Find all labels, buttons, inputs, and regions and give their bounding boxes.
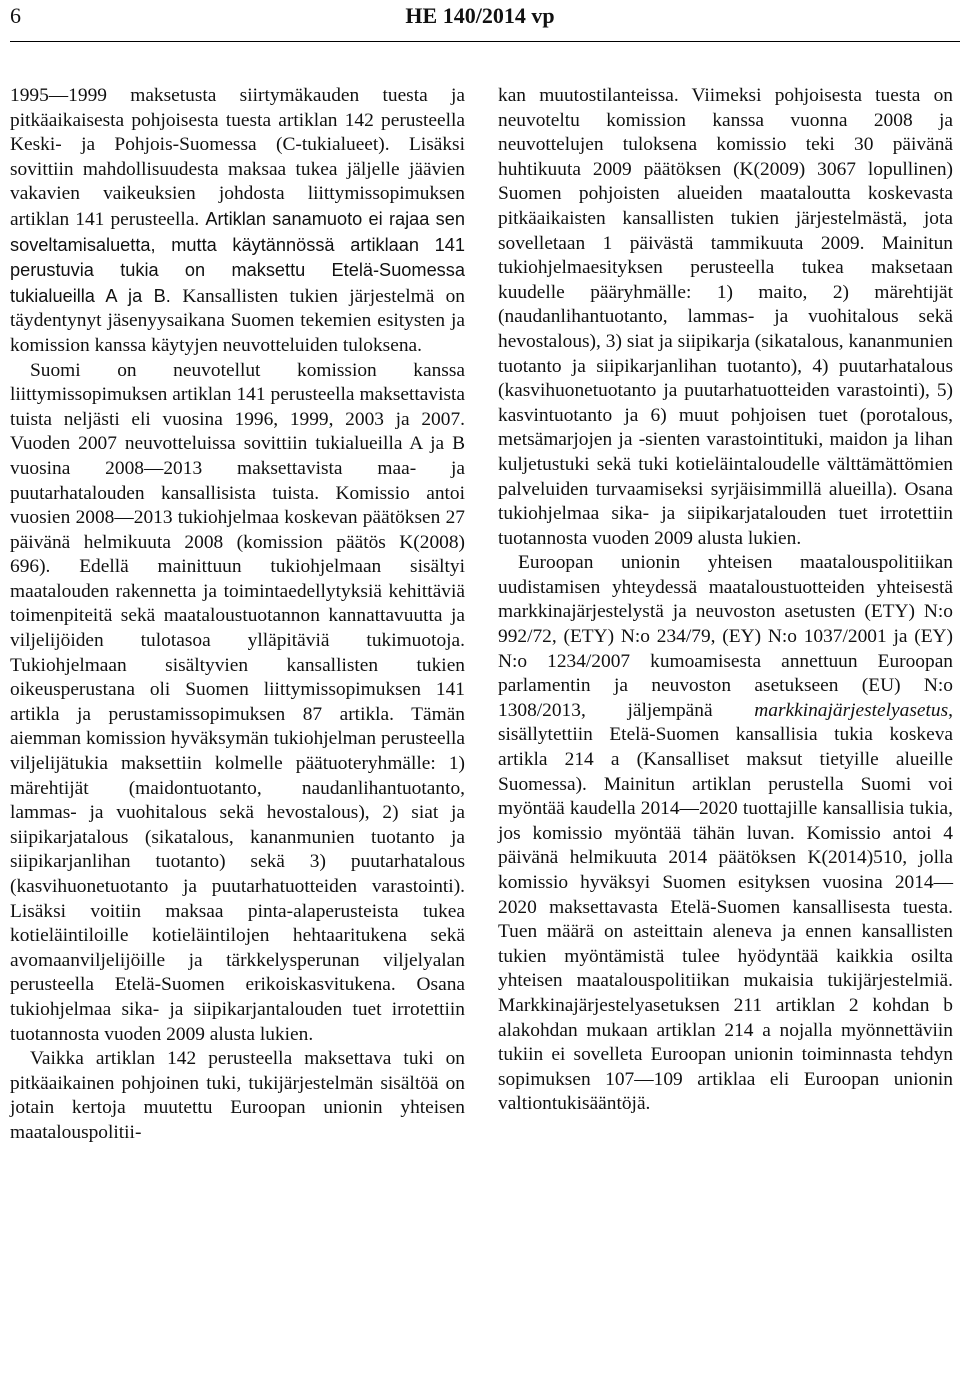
document-id: HE 140/2014 vp (405, 3, 555, 28)
paragraph-1 (10, 84, 465, 359)
paragraph-4: kan muutostilanteissa. Viimeksi pohjoisesta tuesta on neuvoteltu komission kanssa vuonna 2008 ja neuvottelujen tuloksena komissio teki 30 päivänä huhtikuuta 2009 päätöksen (K(2009) 3067 lopullinen) Suomen pohjoisten alueiden maataloutta koskevasta pitkäaikaisten kansallisten tukien järjestelmästä, jota sovelletaan 1 päivästä tammikuuta 2009. Mainitun tukiohjelmaesityksen perusteella tukea maksetaan kuudelle pääryhmälle: 1) maito, 2) märehtijät (naudanlihantuotanto, lammas- ja vuohitalous sekä hevostalous), 3) siat ja siipikarja (sikatalous, kananmunien tuotanto ja siipikarjanlihan tuotanto), 4) puutarhatalous (kasvihuonetuotanto ja puutarhatuotteiden varastointi), 5) kasvintuotanto ja 6) muut pohjoisen tuet (porotalous, metsämarjojen ja -sienten varastointituki, maidon ja lihan kuljetustuki sekä tuki kotieläintaloudelle välttämättömien palveluiden turvaamiseksi syrjäisimmillä alueilla). Osana tukiohjelmaa sika- ja siipikarjatalouden tuet irrotettiin tuotannosta vuoden 2009 alusta lukien. (498, 85, 953, 549)
paragraph-5-text: Euroopan unionin yhteisen maatalouspolitiikan uudistamisen yhteydessä maataloustuotteiden yhteisestä markkinajärjestelystä ja neuvoston asetusten (ETY) N:o 992/72, (ETY) N:o 234/79, (EY) N:o 1037/2001 ja (EY) N:o 1234/2007 kumoamisesta annettuun Euroopan parlamentin ja neuvoston asetukseen (EU) N:o 1308/2013, jäljempänä (498, 552, 953, 721)
markkinajarjestelyasetus-term: markkinajärjestelyasetus (754, 699, 949, 721)
page-header (0, 0, 960, 40)
page-number: 6 (10, 3, 21, 28)
paragraph-5 (498, 551, 953, 1117)
paragraph-1-sans-text: Artiklan sanamuoto ei rajaa sen soveltamisaluetta, mutta käytännössä artiklaan 141 perustuvia tukia on maksettu Etelä-Suomessa tukialueilla A ja B. (10, 208, 465, 306)
paragraph-5-text-end: , sisällytettiin Etelä-Suomen kansallisia tukia koskeva artikla 214 a (Kansalliset maksut tietyille alueille Suomessa). Mainitun artiklan perustella Suomi voi myöntää kaudella 2014—2020 tuottajille kansallisia tukia, jos komissio myöntää tähän luvan. Komissio antoi 4 päivänä helmikuuta 2014 päätöksen K(2014)510, jolla komissio hyväksyi Suomen esityksen vuosina 2014—2020 maksettavasta Etelä-Suomen kansallisesta tuesta. Tuen määrä on asteittain aleneva ja ennen kansallisten tukien myöntämistä tulee hyödyntää kaikkia osilta yhteisen maatalouspolitiikan mukaisia tukijärjestelmiä. Markkinajärjestelyasetuksen 211 artiklan 2 kohdan b alakohdan mukaan artiklan 214 a nojalla myönnettäviin tukiin ei sovelleta Euroopan unionin toiminnasta tehdyn sopimuksen 107—109 artiklaa eli Euroopan unionin valtiontukisääntöjä. (498, 699, 953, 1115)
paragraph-3: Vaikka artiklan 142 perusteella maksettava tuki on pitkäaikainen pohjoinen tuki, tukijärjestelmän sisältöä on jotain kertoja muutettu Euroopan unionin yhteisen maatalouspolitii- (10, 1048, 465, 1143)
paragraph-1-text: 1995—1999 maksetusta siirtymäkauden tuesta ja pitkäaikaisesta pohjoisesta tuesta artiklan 142 perusteella Keski- ja Pohjois-Suomessa (C-tukialueet). Lisäksi sovittiin mahdollisuudesta maksaa tukea jäljelle jäävien vakavien vaikeuksien johdosta liittymissopimuksen artiklan 141 perusteella. (10, 85, 465, 230)
left-column (10, 84, 465, 1146)
paragraph-1-text-end: Kansallisten tukien järjestelmä on täydentynyt jäsenyysaikana Suomen tekemien esitysten ja komission kanssa käytyjen neuvotteluiden tuloksena. (10, 285, 465, 356)
right-column (498, 84, 953, 1117)
paragraph-2: Suomi on neuvotellut komission kanssa liittymissopimuksen artiklan 141 perusteella maksettavista tuista neljästi eli vuosina 1996, 1999, 2003 ja 2007. Vuoden 2007 neuvotteluissa sovittiin tukialueilla A ja B vuosina 2008—2013 maksettavista maa- ja puutarhatalouden kansallisista tuista. Komissio antoi vuosien 2008—2013 tukiohjelmaa koskevan päätöksen 27 päivänä helmikuuta 2008 (komission päätös K(2008) 696). Edellä mainittuun tukiohjelmaan sisältyi maatalouden rakennetta ja toimintaedellytyksiä kehittäviä toimenpiteitä sekä maataloustuotannon kannattavuutta ja viljelijöiden tulotasoa ylläpitäviä tukimuotoja. Tukiohjelmaan sisältyvien kansallisten tukien oikeusperustana oli Suomen liittymissopimuksen 141 artikla ja perustamissopimuksen 87 artikla. Tämän aiemman komission hyväksymän tukiohjelman perusteella viljelijätukia maksettiin kolmelle päätuoteryhmälle: 1) märehtijät (maidontuotanto, naudanlihantuotanto, lammas- ja vuohitalous sekä hevostalous), 2) siat ja siipikarjatalous (sikatalous, kananmunien tuotanto ja siipikarjanlihan tuotanto) sekä 3) puutarhatalous (kasvihuonetuotanto ja puutarhatuotteiden varastointi). Lisäksi voitiin maksaa pinta-alaperusteista tukea kotieläintiloille kotieläintilojen hehtaaritukena sekä avomaanviljelijöille ja tärkkelysperunan viljelyalan perusteella Etelä-Suomen erikoiskasvitukena. Osana tukiohjelmaa sika- ja siipikarjantalouden tuet irrotettiin tuotannosta vuoden 2009 alusta lukien. (10, 359, 465, 1045)
header-divider (10, 41, 960, 42)
